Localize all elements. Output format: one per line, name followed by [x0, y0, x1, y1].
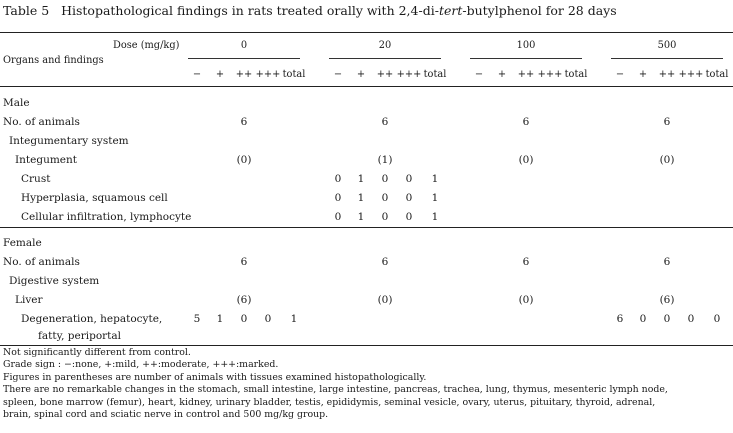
note: Grade sign : −:none, +:mild, ++:moderate, +++:marked. [3, 359, 279, 371]
grade-value: 1 [357, 211, 365, 223]
grade-header: − [615, 69, 625, 80]
group-value: (0) [518, 154, 534, 166]
group-value: 6 [381, 256, 389, 268]
row-label: Hyperplasia, squamous cell [21, 192, 168, 204]
grade-value: 0 [334, 173, 342, 185]
row-label: Crust [21, 173, 51, 185]
grade-header: +++ [537, 69, 563, 80]
grade-header: total [564, 69, 588, 80]
note: spleen, bone marrow (femur), heart, kidney, urinary bladder, testis, epididymis, seminal vesicle, ovary, uterus, pituitary, thyroid, adrenal, [3, 396, 656, 408]
group-value: (1) [377, 154, 393, 166]
section-rule [0, 227, 733, 228]
header-rule [0, 86, 733, 87]
grade-value: 0 [687, 313, 695, 325]
grade-header: +++ [255, 69, 281, 80]
dose-group-rule [470, 58, 582, 59]
grade-header: total [282, 69, 306, 80]
group-value: 6 [240, 256, 248, 268]
grade-header: total [705, 69, 729, 80]
grade-header: − [192, 69, 202, 80]
title-text: Histopathological findings in rats treated orally with 2,4-di- [61, 3, 439, 18]
grade-value: 0 [381, 192, 389, 204]
note: Figures in parentheses are number of animals with tissues examined histopathologically. [3, 371, 427, 383]
dose-group-rule [188, 58, 300, 59]
grade-header: +++ [396, 69, 422, 80]
grade-header: + [638, 69, 648, 80]
title-italic: tert [438, 3, 463, 18]
title-text-end: -butylphenol for 28 days [462, 3, 617, 18]
grade-value: 1 [357, 173, 365, 185]
dose-group-label: 20 [378, 40, 392, 51]
grade-value: 0 [240, 313, 248, 325]
note: brain, spinal cord and sciatic nerve in control and 500 mg/kg group. [3, 409, 329, 421]
bottom-rule [0, 345, 733, 346]
grade-value: 1 [216, 313, 224, 325]
grade-header: total [423, 69, 447, 80]
grade-value: 0 [639, 313, 647, 325]
row-label: Digestive system [9, 275, 100, 287]
group-value: (0) [236, 154, 252, 166]
row-label: Degeneration, hepatocyte, [21, 313, 163, 325]
group-value: (0) [518, 294, 534, 306]
organs-header: Organs and findings [3, 55, 104, 66]
grade-header: ++ [376, 69, 394, 80]
table-notes [3, 347, 728, 421]
dose-group-label: 500 [657, 40, 677, 51]
dose-group-rule [611, 58, 723, 59]
note: There are no remarkable changes in the stomach, small intestine, large intestine, pancreas, trachea, lung, thymus, mesenteric lymph node, [3, 384, 668, 396]
group-value: (6) [236, 294, 252, 306]
grade-value: 0 [405, 192, 413, 204]
grade-value: 1 [431, 173, 439, 185]
row-label: Female [3, 237, 42, 249]
grade-value: 0 [713, 313, 721, 325]
grade-header: − [333, 69, 343, 80]
grade-value: 6 [616, 313, 624, 325]
grade-value: 0 [381, 211, 389, 223]
group-value: (0) [377, 294, 393, 306]
grade-value: 1 [357, 192, 365, 204]
group-value: 6 [381, 116, 389, 128]
grade-header: ++ [658, 69, 676, 80]
grade-value: 1 [431, 211, 439, 223]
row-label: No. of animals [3, 256, 80, 268]
table-number: Table 5 [3, 3, 50, 18]
group-value: 6 [663, 256, 671, 268]
row-label: Male [3, 97, 30, 109]
grade-header: + [356, 69, 366, 80]
dose-header: Dose (mg/kg) [113, 40, 180, 51]
group-value: (6) [659, 294, 675, 306]
group-value: 6 [663, 116, 671, 128]
grade-value: 0 [334, 192, 342, 204]
top-rule [0, 32, 733, 33]
group-value: 6 [240, 116, 248, 128]
table-title [3, 3, 617, 18]
grade-value: 0 [334, 211, 342, 223]
row-label: Integument [15, 154, 77, 166]
grade-header: ++ [235, 69, 253, 80]
grade-header: − [474, 69, 484, 80]
row-label: Integumentary system [9, 135, 129, 147]
grade-value: 1 [290, 313, 298, 325]
grade-value: 0 [405, 173, 413, 185]
group-value: 6 [522, 256, 530, 268]
group-value: (0) [659, 154, 675, 166]
grade-value: 5 [193, 313, 201, 325]
grade-header: + [215, 69, 225, 80]
group-value: 6 [522, 116, 530, 128]
note: Not significantly different from control. [3, 347, 191, 358]
grade-header: + [497, 69, 507, 80]
grade-value: 0 [264, 313, 272, 325]
grade-value: 0 [663, 313, 671, 325]
grade-value: 0 [405, 211, 413, 223]
row-label-cont: fatty, periportal [38, 330, 122, 342]
grade-value: 1 [431, 192, 439, 204]
row-label: Liver [15, 294, 43, 306]
grade-value: 0 [381, 173, 389, 185]
dose-group-rule [329, 58, 441, 59]
row-label: No. of animals [3, 116, 80, 128]
row-label: Cellular infiltration, lymphocyte [21, 211, 192, 223]
dose-group-label: 0 [240, 40, 248, 51]
grade-header: +++ [678, 69, 704, 80]
grade-header: ++ [517, 69, 535, 80]
dose-group-label: 100 [516, 40, 536, 51]
